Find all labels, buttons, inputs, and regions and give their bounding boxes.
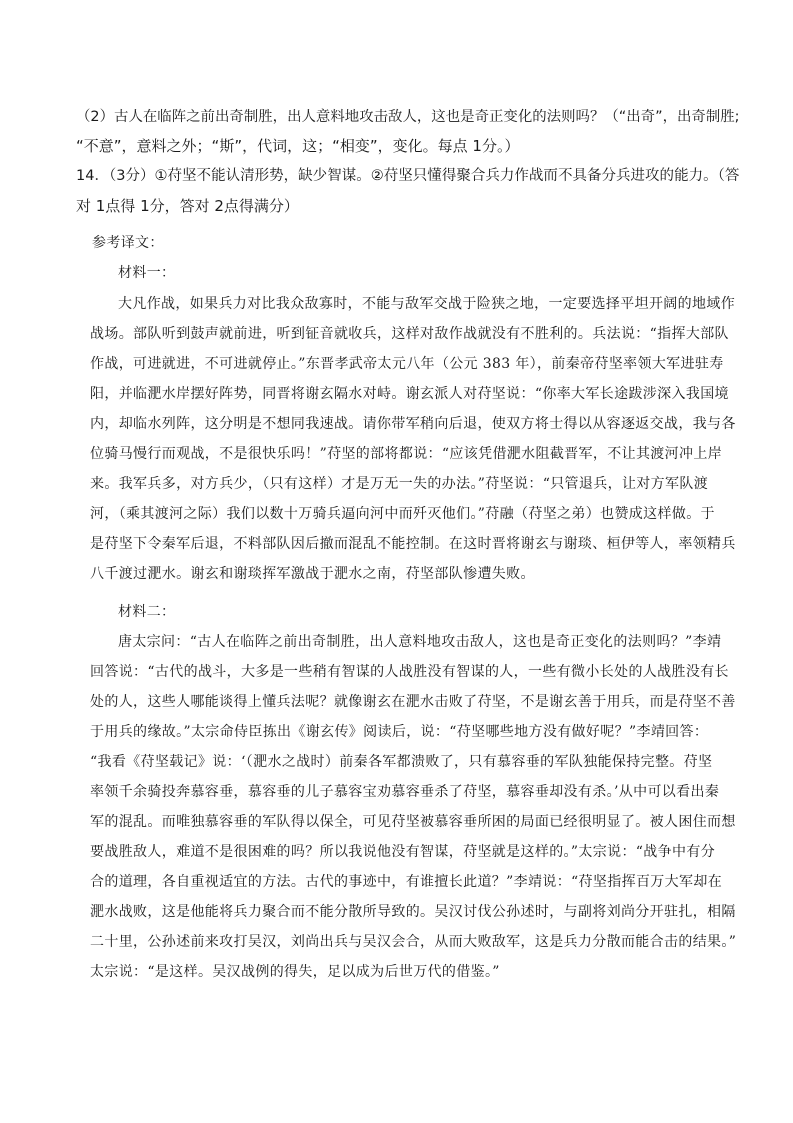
answer-q14-line-2: 对 1点得 1分，答对 2点得满分）: [76, 197, 299, 215]
material-two-line: 于用兵的缘故。”太宗命侍臣拣出《谢玄传》阅读后，说：“苻坚哪些地方没有做好呢？”李靖回答：: [90, 724, 709, 740]
material-one-line: 阳，并临淝水岸摆好阵势，同晋将谢玄隔水对峙。谢玄派人对苻坚说：“你率大军长途跋涉深入我国境: [90, 386, 729, 402]
answer-q2-line-1: （2）古人在临阵之前出奇制胜，出人意料地攻击敌人，这也是奇正变化的法则吗？（“出奇”，出奇制胜;: [76, 109, 740, 125]
material-one-line: 内，却临水列阵，这分明是不想同我速战。请你带军稍向后退，使双方将士得以从容逐返交战，我与各: [90, 416, 736, 432]
answer-q14-line-1: 14．（3分）①苻坚不能认清形势，缺少智谋。②苻坚只懂得聚合兵力作战而不具备分兵进攻的能力。（答: [76, 168, 740, 184]
material-two-line: 太宗说：“是这样。吴汉战例的得失，足以成为后世万代的借鉴。”: [90, 964, 500, 980]
answer-q2-line-2: “不意”，意料之外；“斯”，代词，这；“相变”，变化。每点 1分。）: [76, 137, 520, 155]
material-one-line: 是苻坚下令秦军后退，不料部队因后撤而混乱不能控制。在这时晋将谢玄与谢琰、桓伊等人，率领精兵: [90, 536, 736, 552]
material-two-line: 唐太宗问：“古人在临阵之前出奇制胜，出人意料地攻击敌人，这也是奇正变化的法则吗？”李靖: [118, 634, 722, 650]
material-two-line: 淝水战败，这是他能将兵力聚合而不能分散所导致的。吴汉讨伐公孙述时，与副将刘尚分开驻扎，相隔: [90, 904, 736, 920]
material-two-line: 回答说：“古代的战斗，大多是一些稍有智谋的人战胜没有智谋的人，一些有微小长处的人战胜没有长: [90, 664, 729, 680]
material-one-line: 位骑马慢行而观战，不是很快乐吗！”苻坚的部将都说：“应该凭借淝水阻截晋军，不让其渡河冲上岸: [90, 446, 723, 462]
material-one-line: 战场。部队听到鼓声就前进，听到钲音就收兵，这样对敌作战就没有不胜利的。兵法说：“指挥大部队: [90, 326, 729, 342]
material-one-line: 大凡作战，如果兵力对比我众敌寡时，不能与敌军交战于险狭之地，一定要选择平坦开阔的地域作: [118, 296, 736, 312]
material-one-line: 八千渡过淝水。谢玄和谢琰挥军激战于淝水之南，苻坚部队惨遭失败。: [90, 566, 535, 582]
material-one-line: 河，（乘其渡河之际）我们以数十万骑兵逼向河中而歼灭他们。”苻融（苻坚之弟）也赞成这样做。于: [90, 506, 715, 522]
material-one-heading: 材料一：: [118, 265, 176, 281]
material-two-line: 要战胜敌人，难道不是很困难的吗？所以我说他没有智谋，苻坚就是这样的。”太宗说：“战争中有分: [90, 844, 716, 860]
material-two-line: 率领千余骑投奔慕容垂，慕容垂的儿子慕容宝劝慕容垂杀了苻坚，慕容垂却没有杀。’从中可以看出秦: [90, 784, 720, 800]
material-one-line: 来。我军兵多，对方兵少，（只有这样）才是万无一失的办法。”苻坚说：“只管退兵，让对方军队渡: [90, 476, 709, 492]
translation-heading: 参考译文：: [92, 235, 164, 251]
material-two-line: 合的道理，各自重视适宜的方法。古代的事迹中，有谁擅长此道？”李靖说：“苻坚指挥百万大军却在: [90, 874, 723, 890]
material-two-line: 处的人，这些人哪能谈得上懂兵法呢？就像谢玄在淝水击败了苻坚，不是谢玄善于用兵，而是苻坚不善: [90, 694, 736, 710]
material-two-line: 二十里，公孙述前来攻打吴汉，刘尚出兵与吴汉会合，从而大败敌军，这是兵力分散而能合击的结果。”: [90, 934, 737, 950]
material-two-line: “我看《苻坚载记》说：‘（淝水之战时）前秦各军都溃败了，只有慕容垂的军队独能保持完整。苻坚: [90, 754, 713, 770]
material-two-heading: 材料二：: [118, 604, 176, 620]
material-one-line: 作战，可进就进，不可进就停止。”东晋孝武帝太元八年（公元 383 年），前秦帝苻坚率领大军进驻寿: [90, 356, 724, 372]
material-two-line: 军的混乱。而唯独慕容垂的军队得以保全，可见苻坚被慕容垂所困的局面已经很明显了。被人困住而想: [90, 814, 736, 830]
